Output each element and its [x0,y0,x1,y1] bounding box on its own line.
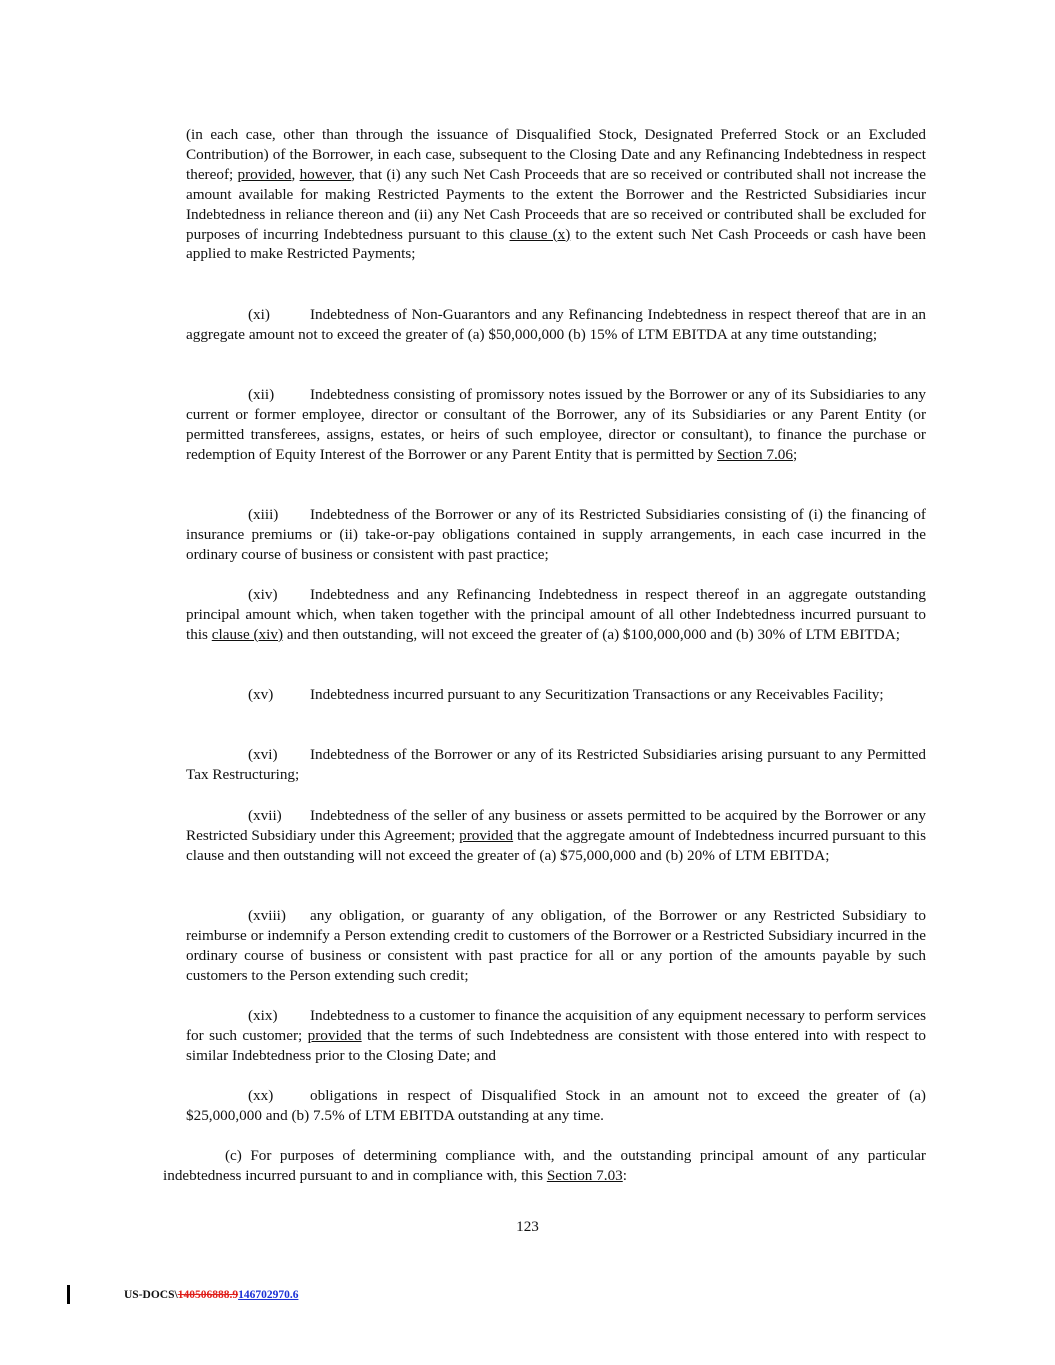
text-run: , that (i) any such Net Cash Proceeds that are so received or contributed shall not increase the amount available for making Restricted Payments to the extent the Borrower and the Restricted Subsidiaries incur Indebtedness in reliance thereon and (ii) any Net Cash Proceeds that are so received or contributed shall be excluded for purposes of incurring Indebtedness pursuant to this [186,165,926,243]
clause-xx [186,1086,926,1126]
text-run: ; [792,445,798,463]
clause-xiii [186,505,926,565]
clause-number: (xv) [248,686,274,703]
clause-text: For purposes of determining compliance with, and the outstanding principal amount of any particular indebtedness incurred pursuant to and in compliance with, this [163,1147,926,1184]
clause-number: (xviii) [248,907,286,924]
doc-id-prefix: US-DOCS\ [124,1289,178,1301]
clause-text: any obligation, or guaranty of any obligation, of the Borrower or any Restricted Subsidiary to reimburse or indemnify a Person extending credit to customers of the Borrower or a Restricted Subsidiary incurred in the ordinary course of business or consistent with past practice for all or any portion of the amounts payable by such customers to the Person extending such credit; [186,907,926,984]
cross-reference-clause-x: clause (x) [509,225,571,243]
clause-xvi [186,745,926,785]
clause-number: (xiv) [248,586,278,603]
clause-xviii [186,906,926,986]
clause-number: (xvii) [248,807,282,824]
clause-xiv [186,585,926,645]
clause-text: obligations in respect of Disqualified Stock in an amount not to exceed the greater of (a) $25,000,000 and (b) 7.5% of LTM EBITDA outstanding at any time. [186,1087,926,1124]
clause-number: (c) [225,1147,242,1164]
section-c-paragraph [163,1146,926,1186]
doc-id-deleted: 140506888.9 [177,1289,239,1301]
clause-number: (xiii) [248,506,279,523]
clause-number: (xii) [248,386,275,403]
clause-text: Indebtedness consisting of promissory notes issued by the Borrower or any of its Subsidiaries to any current or former employee, director or consultant of the Borrower, any of its Subsidiaries or any Parent Entity (or permitted transferees, assigns, estates, or heirs of such employee, director or consultant), to finance the purchase or redemption of Equity Interest of the Borrower or any Parent Entity that is permitted by [186,386,926,463]
clause-number: (xx) [248,1087,274,1104]
term-provided: provided [307,1026,362,1044]
clause-text: Indebtedness of the Borrower or any of its Restricted Subsidiaries arising pursuant to any Permitted Tax Restructuring; [186,746,926,783]
clause-xi [186,305,926,345]
clause-number: (xi) [248,306,270,323]
doc-id-inserted: 146702970.6 [238,1289,299,1301]
revision-change-bar [67,1285,70,1304]
page-number: 123 [516,1218,539,1235]
text-run: that the aggregate amount of Indebtedness incurred pursuant to this clause and then outstanding will not exceed the greater of (a) $75,000,000 and (b) 20% of LTM EBITDA; [186,826,926,864]
clause-xvii [186,806,926,866]
clause-number: (xvi) [248,746,278,763]
clause-xv [186,685,926,705]
text-run: to the extent such Net Cash Proceeds or cash have been applied to make Restricted Payments; [186,225,927,263]
term-however: however [299,165,352,183]
clause-text: Indebtedness of the seller of any business or assets permitted to be acquired by the Borrower or any Restricted Subsidiary under this Agreement; [186,807,926,844]
text-run: that the terms of such Indebtedness are consistent with those entered into with respect to similar Indebtedness prior to the Closing Date; and [186,1026,927,1064]
clause-text: Indebtedness incurred pursuant to any Securitization Transactions or any Receivables Facility; [310,686,884,703]
cross-reference-section-7-03: Section 7.03 [546,1166,623,1184]
text-run: , [291,165,300,183]
term-provided: provided [459,826,514,844]
text-run: and then outstanding, will not exceed the greater of (a) $100,000,000 and (b) 30% of LTM EBITDA; [283,625,900,643]
text-run: (in each case, other than through the issuance of Disqualified Stock, Designated Preferred Stock or an Excluded Contribution) of the Borrower, in each case, subsequent to the Closing Date and any Refinancing Indebtedness in respect thereof; [186,126,926,183]
clause-number: (xix) [248,1007,278,1024]
text-run: : [622,1166,627,1184]
clause-text: Indebtedness and any Refinancing Indebtedness in respect thereof in an aggregate outstanding principal amount which, when taken together with the principal amount of all other Indebtedness incurred pursuant to this [186,586,926,643]
cross-reference-section-7-06: Section 7.06 [717,445,793,463]
document-id [124,1289,298,1301]
cross-reference-clause-xiv: clause (xiv) [211,625,284,643]
clause-text: Indebtedness of Non-Guarantors and any Refinancing Indebtedness in respect thereof that are in an aggregate amount not to exceed the greater of (a) $50,000,000 (b) 15% of LTM EBITDA at any time outstanding; [186,306,926,343]
clause-xii [186,385,926,465]
paragraph-x-continuation [186,125,926,264]
clause-text: Indebtedness to a customer to finance the acquisition of any equipment necessary to perform services for such customer; [186,1007,926,1044]
clause-text: Indebtedness of the Borrower or any of its Restricted Subsidiaries consisting of (i) the financing of insurance premiums or (ii) take-or-pay obligations contained in supply arrangements, in each case incurred in the ordinary course of business or consistent with past practice; [186,506,926,563]
clause-xix [186,1006,926,1066]
term-provided: provided [237,165,292,183]
